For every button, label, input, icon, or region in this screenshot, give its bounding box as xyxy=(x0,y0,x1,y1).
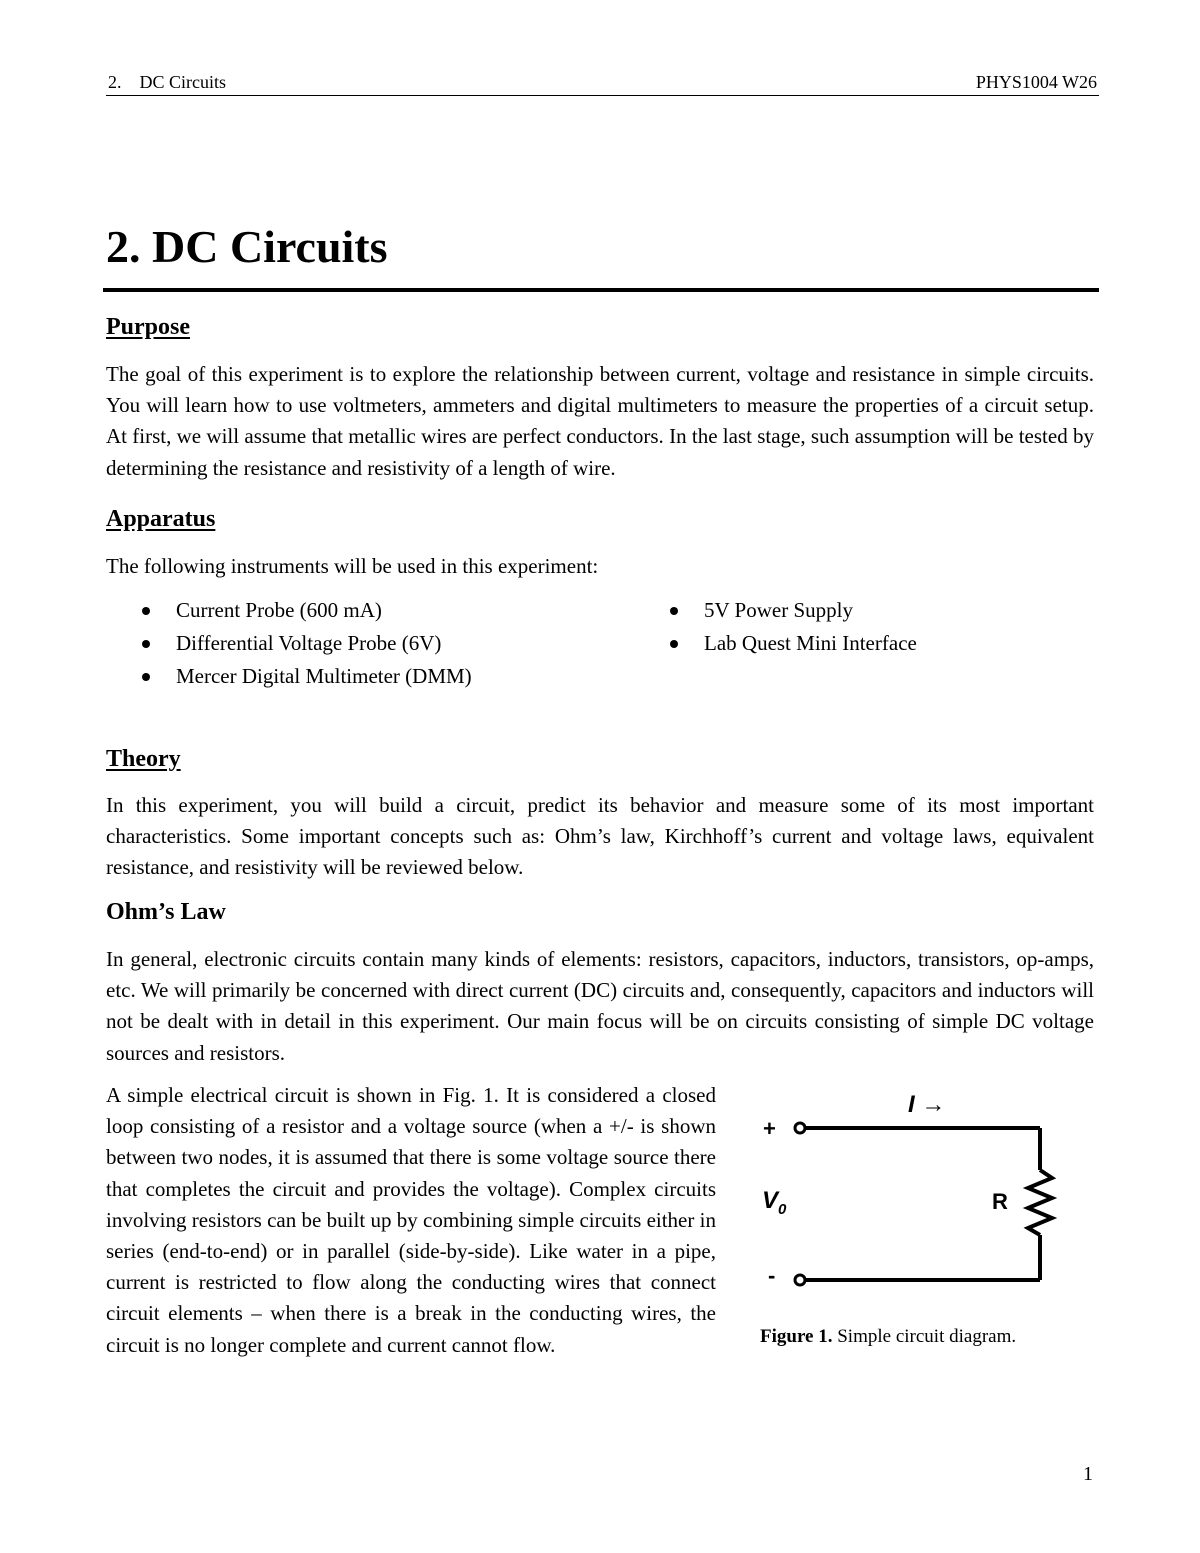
ohms-law-paragraph-2: A simple electrical circuit is shown in Fig. 1. It is considered a closed loop consisting of a resistor and a voltage source (when a +/- is shown between two nodes, it is assumed that there is some voltage source there that completes the circuit and provides the voltage). Complex circuits involving resistors can be built up by combining simple circuits either in series (end-to-end) or in parallel (side-by-side). Like water in a pipe, current is restricted to flow along the conducting wires that connect circuit elements – when there is a break in the conducting wires, the circuit is no longer complete and current cannot flow. xyxy=(106,1083,716,1357)
purpose-paragraph: The goal of this experiment is to explore the relationship between current, voltage and resistance in simple circuits. You will learn how to use voltmeters, ammeters and digital multimeters to measure the properties of a circuit setup. At first, we will assume that metallic wires are perfect conductors. In the last stage, such assumption will be tested by determining the resistance and resistivity of a length of wire. xyxy=(106,362,1094,480)
page-title: 2. DC Circuits xyxy=(106,221,388,272)
negative-terminal xyxy=(795,1275,805,1285)
right-arrow-icon: → xyxy=(921,1091,946,1118)
plus-label: + xyxy=(763,1116,776,1141)
resistor-label: R xyxy=(992,1189,1008,1214)
ohms-law-paragraph-1: In general, electronic circuits contain many kinds of elements: resistors, capacitors, inductors, transistors, op-amps, etc. We will primarily be concerned with direct current (DC) circuits and, consequently, capacitors and inductors will not be dealt with in detail in this experiment. Our main focus will be on circuits consisting of simple DC voltage sources and resistors. xyxy=(106,947,1094,1065)
bullet-icon xyxy=(142,673,150,681)
list-item: Differential Voltage Probe (6V) xyxy=(106,628,472,661)
list-item: Lab Quest Mini Interface xyxy=(634,628,917,661)
page-number: 1 xyxy=(1083,1463,1093,1485)
voltage-label: $V_0$ xyxy=(762,1187,787,1218)
bullet-icon xyxy=(142,640,150,648)
apparatus-heading: Apparatus xyxy=(106,506,216,532)
ohms-law-heading: Ohm’s Law xyxy=(106,899,226,925)
apparatus-intro: The following instruments will be used in this experiment: xyxy=(106,554,599,578)
figure-caption xyxy=(760,1326,1016,1348)
header-course: PHYS1004 W26 xyxy=(975,72,1097,92)
bullet-icon xyxy=(142,607,150,615)
theory-paragraph: In this experiment, you will build a circuit, predict its behavior and measure some of its most important characteristics. Some important concepts such as: Ohm’s law, Kirchhoff’s current and voltage laws, equivalent resistance, and resistivity will be reviewed below. xyxy=(106,793,1094,880)
apparatus-list-right xyxy=(634,595,917,661)
apparatus-list-left xyxy=(106,595,472,694)
current-label: I → xyxy=(908,1091,946,1118)
list-item: Mercer Digital Multimeter (DMM) xyxy=(106,661,472,694)
caption-text: Simple circuit diagram. xyxy=(832,1326,1017,1347)
running-header xyxy=(106,70,1099,96)
purpose-heading: Purpose xyxy=(106,314,190,340)
caption-label: Figure 1. xyxy=(760,1326,833,1347)
resistor-symbol xyxy=(1028,1170,1052,1235)
minus-label: - xyxy=(768,1263,776,1288)
figure-circuit-diagram xyxy=(750,1085,1080,1295)
positive-terminal xyxy=(795,1123,805,1133)
header-chapter: 2. DC Circuits xyxy=(108,72,227,92)
bullet-icon xyxy=(670,607,678,615)
bullet-icon xyxy=(670,640,678,648)
theory-heading: Theory xyxy=(106,746,181,772)
title-rule xyxy=(103,288,1099,292)
list-item: 5V Power Supply xyxy=(634,595,917,628)
list-item: Current Probe (600 mA) xyxy=(106,595,472,628)
